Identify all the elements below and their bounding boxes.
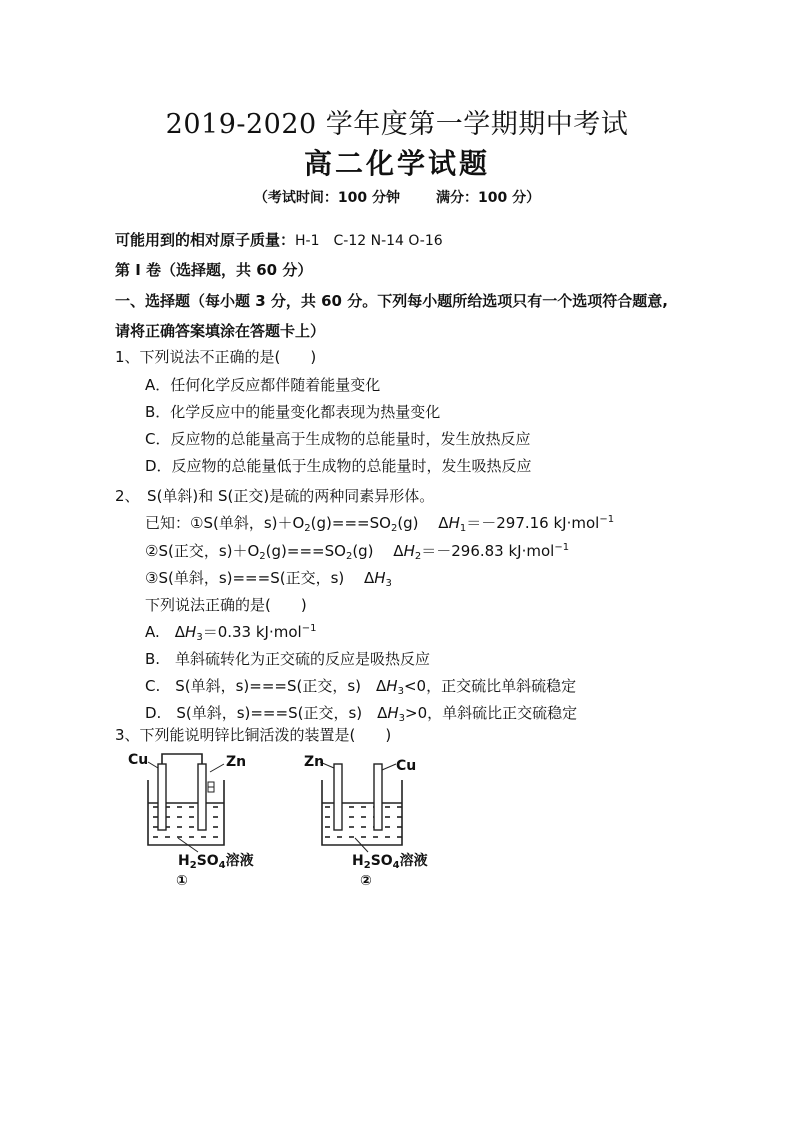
fig1-solution-label: $H_2SO_4$溶液 [178,853,254,871]
copper-electrode-1 [158,764,166,830]
full-score: 满分：100 分） [436,190,541,206]
q1-option-b: B．化学反应中的能量变化都表现为热量变化 [145,403,441,421]
q1-option-d: D．反应物的总能量低于生成物的总能量时，发生吸热反应 [145,457,532,475]
fig2-number: ② [360,873,372,889]
fig1-right-electrode-label: Zn [226,754,247,770]
copper-electrode-2 [374,764,382,830]
q2-option-a: A. $\Delta H_3=0.33$ kJ·mol$^{-1}$ [145,623,317,643]
fig2-solution-label: $H_2SO_4$溶液 [352,853,428,871]
q1-option-c: C．反应物的总能量高于生成物的总能量时，发生放热反应 [145,430,531,448]
fig1-left-electrode-label: Cu [128,752,149,768]
zinc-electrode-1 [198,764,206,830]
connecting-wire-1 [162,754,202,764]
exam-info [0,187,794,207]
atomic-masses [115,229,443,250]
section-title: 第 I 卷（选择题，共 60 分） [115,261,313,279]
q2-equation-1: 已知：①S(单斜，$s)+O_2(g)===SO_2(g)$ $\Delta H_1=-297.16$ kJ·mol$^{-1}$ [145,514,615,534]
q2-option-c: C. S(单斜，s)===S(正交，s) $\Delta H_3<0$，正交硫比单斜硫稳定 [145,677,577,697]
q2-option-d: D. S(单斜，s)===S(正交，s) $\Delta H_3>0$，单斜硫比正交硫稳定 [145,704,578,724]
apparatus-figure-2 [300,752,430,894]
zinc-electrode-2 [334,764,342,830]
q2-equation-3: ③S(单斜，s)===S(正交，s) $\Delta H_3$ [145,569,392,589]
q1-option-a: A．任何化学反应都伴随着能量变化 [145,376,381,394]
apparatus-figure-1 [128,752,258,894]
section-instruction-1: 一、选择题（每小题 3 分，共 60 分。下列每小题所给选项只有一个选项符合题意, [115,292,668,310]
q2-stem: 2、 S(单斜)和 S(正交)是硫的两种同素异形体。 [115,487,435,505]
apparatus-1-drawing [128,752,258,894]
fig2-right-electrode-label: Cu [396,758,417,774]
atomic-masses-label: 可能用到的相对原子质量： [115,231,296,249]
section-instruction-2: 请将正确答案填涂在答题卡上） [115,322,326,340]
fig2-left-electrode-label: Zn [304,754,325,770]
q2-equation-2: ②S(正交，$s)+O_2(g)===SO_2(g)$ $\Delta H_2=-296.83$ kJ·mol$^{-1}$ [145,542,570,562]
subject-title: 高二化学试题 [303,147,490,180]
q1-stem: 1、下列说法不正确的是( ) [115,348,317,366]
q2-option-b: B. 单斜硫转化为正交硫的反应是吸热反应 [145,650,431,668]
q3-stem: 3、下列能说明锌比铜活泼的装置是( ) [115,726,392,744]
fig1-number: ① [176,873,188,889]
q2-ask: 下列说法正确的是( ) [145,596,307,614]
exam-title: 2019-2020 学年度第一学期期中考试 [165,109,629,140]
exam-time: （考试时间：100 分钟 [253,190,400,206]
atomic-masses-values: H-1 C-12 N-14 O-16 [295,233,443,249]
